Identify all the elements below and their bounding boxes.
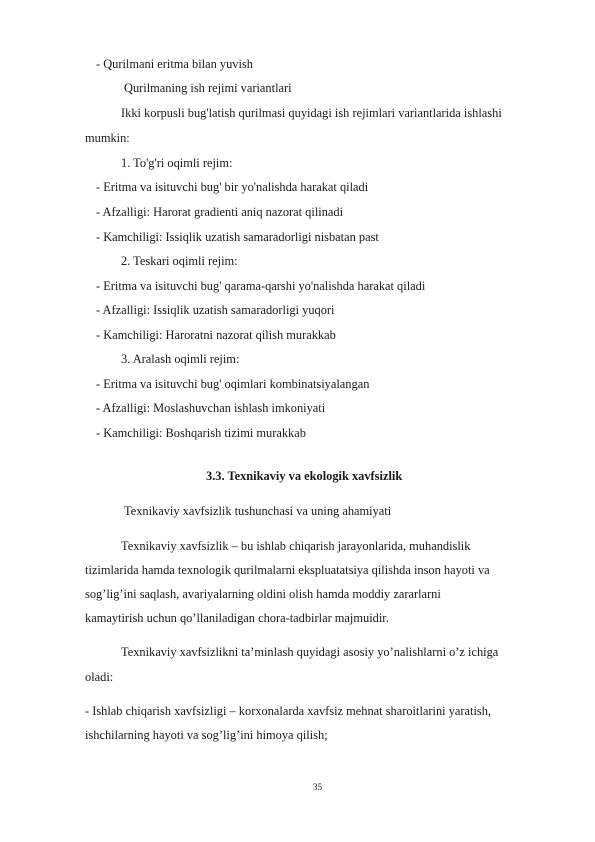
page-number: 35 bbox=[313, 782, 322, 792]
section-heading: 3.3. Texnikaviy va ekologik xavfsizlik bbox=[206, 469, 403, 483]
subsection-title: Qurilmaning ish rejimi variantlari bbox=[124, 81, 292, 95]
paragraph-line: kamaytirish uchun qo’llaniladigan chora-tadbirlar majmuidir. bbox=[85, 611, 389, 625]
list-item: - Kamchiligi: Boshqarish tizimi murakkab bbox=[96, 426, 306, 440]
paragraph-line: - Ishlab chiqarish xavfsizligi – korxonalarda xavfsiz mehnat sharoitlarini yaratish, bbox=[85, 704, 492, 718]
paragraph-line: oladi: bbox=[85, 670, 114, 684]
list-item: - Afzalligi: Moslashuvchan ishlash imkoniyati bbox=[96, 401, 326, 415]
list-heading: 2. Teskari oqimli rejim: bbox=[121, 254, 238, 268]
text-line: mumkin: bbox=[85, 131, 130, 145]
text-line: - Qurilmani eritma bilan yuvish bbox=[96, 57, 253, 71]
list-item: - Kamchiligi: Haroratni nazorat qilish murakkab bbox=[96, 328, 336, 342]
paragraph-line: sog’lig’ini saqlash, avariyalarning oldini olish hamda moddiy zararlarni bbox=[85, 587, 441, 601]
list-item: - Kamchiligi: Issiqlik uzatish samaradorligi nisbatan past bbox=[96, 230, 379, 244]
list-item: - Eritma va isituvchi bug' bir yo'nalishda harakat qiladi bbox=[96, 180, 369, 194]
paragraph-line: tizimlarida hamda texnologik qurilmalarni ekspluatatsiya qilishda inson hayoti va bbox=[85, 563, 490, 577]
subsection-title: Texnikaviy xavfsizlik tushunchasi va uning ahamiyati bbox=[124, 504, 392, 518]
paragraph-line: ishchilarning hayoti va sog’lig’ini himoya qilish; bbox=[85, 728, 328, 742]
list-item: - Afzalligi: Issiqlik uzatish samaradorligi yuqori bbox=[96, 303, 335, 317]
list-heading: 3. Aralash oqimli rejim: bbox=[121, 352, 240, 366]
list-heading: 1. To'g'ri oqimli rejim: bbox=[121, 156, 233, 170]
paragraph-line: Texnikaviy xavfsizlik – bu ishlab chiqarish jarayonlarida, muhandislik bbox=[121, 539, 471, 553]
list-item: - Eritma va isituvchi bug' oqimlari kombinatsiyalangan bbox=[96, 377, 370, 391]
list-item: - Afzalligi: Harorat gradienti aniq nazorat qilinadi bbox=[96, 205, 344, 219]
text-line: Ikki korpusli bug'latish qurilmasi quyidagi ish rejimlari variantlarida ishlashi bbox=[121, 106, 502, 120]
paragraph-line: Texnikaviy xavfsizlikni ta’minlash quyidagi asosiy yo’nalishlarni o’z ichiga bbox=[121, 645, 499, 659]
list-item: - Eritma va isituvchi bug' qarama-qarshi yo'nalishda harakat qiladi bbox=[96, 279, 426, 293]
